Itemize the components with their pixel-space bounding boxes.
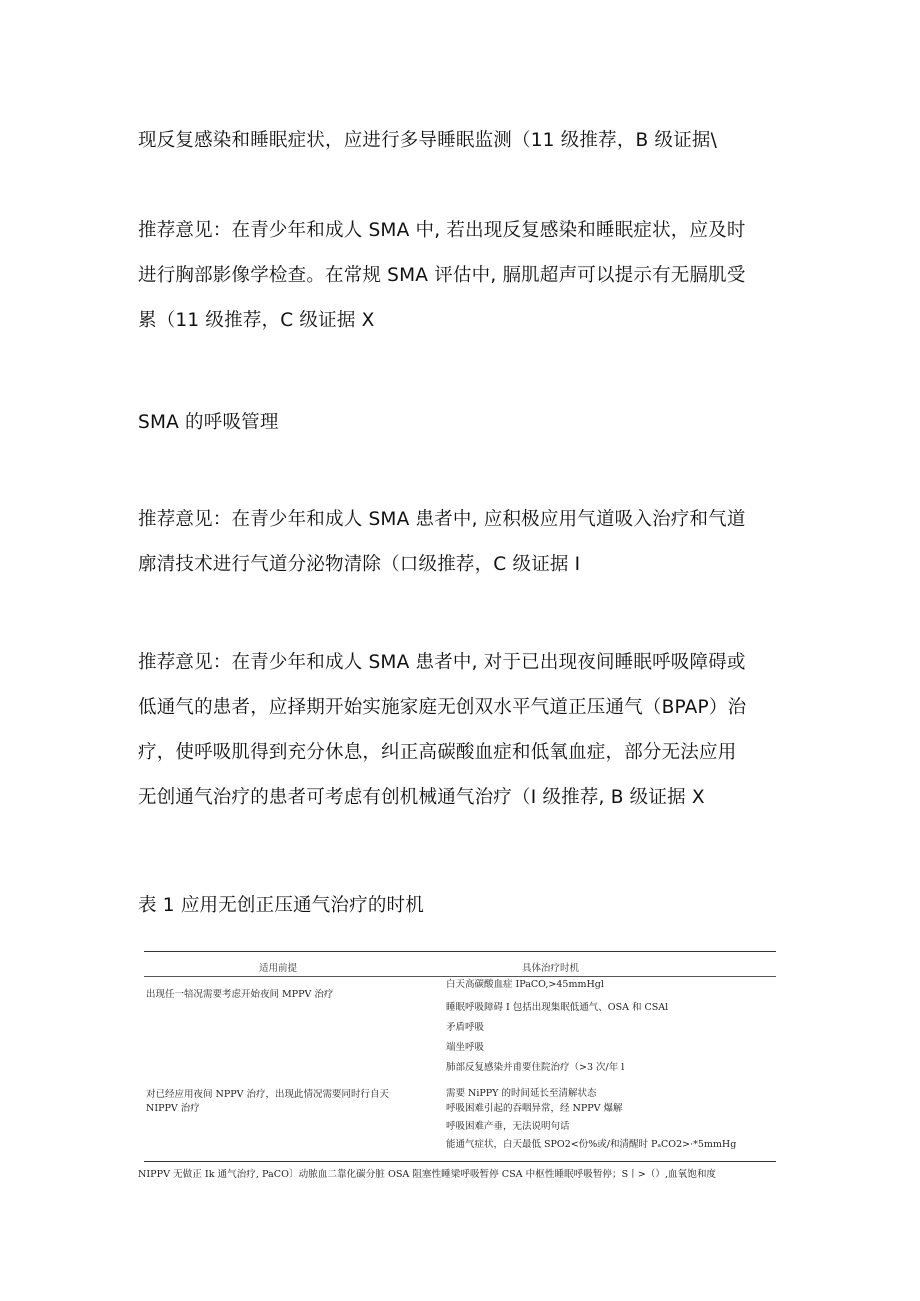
table-header-timing: 具体治疗时机	[522, 963, 580, 974]
table-header-premise: 适用前提	[259, 963, 298, 974]
table-cell-premise: 出现任一犃况需要考虑开始夜间 MPPV 治疗	[146, 989, 334, 1000]
premise-line: 对已经应用夜间 NPPV 治疗，出现此情况需要同时行自天	[146, 1089, 389, 1100]
text-line: 推荐意见：在青少年和成人 SMA 中, 若出现反复感染和睡眠症状，应及时	[138, 220, 746, 241]
paragraph-sleep-monitoring	[138, 118, 798, 163]
text-line: 进行胸部影像学检查。在常规 SMA 评估中, 膈肌超声可以提示有无膈肌受	[138, 265, 746, 286]
heading-text: SMA 的呼吸管理	[138, 412, 279, 433]
table-cell-premise	[146, 1088, 389, 1116]
section-heading-respiratory-management	[138, 400, 798, 445]
table-footnote: NIPPV 无做正 Ik 通气治疗, PaCO〕动脓血二靠化碳分脏 OSA 阻塞性睡梁呼吸暂停 CSA 中枢性睡眠呼吸暂停；S丨>（）,血氧饱和度	[138, 1169, 717, 1180]
text-line: 低通气的患者，应择期开始实施家庭无创双水平气道正压通气（BPAP）治	[138, 697, 747, 718]
table-cell-timing: 呼吸困难引起的吞咽异常，经 NPPV 爆解	[446, 1103, 623, 1114]
text-line: 疗，使呼吸肌得到充分休息，纠正高碳酸血症和低氧血症，部分无法应用	[138, 742, 737, 763]
paragraph-recommendation-imaging	[138, 208, 798, 343]
table-cell-timing: 端坐呼吸	[446, 1042, 485, 1053]
table-bottom-rule	[144, 1161, 776, 1162]
text-line: 廓清技术进行气道分泌物清除（口级推荐，C 级证据 I	[138, 554, 581, 575]
text-line: 无创通气治疗的患者可考虑有创机械通气治疗（I 级推荐, B 级证据 X	[138, 787, 705, 808]
paragraph-recommendation-airway	[138, 497, 798, 587]
text-line: 累（11 级推荐，C 级证据 X	[138, 310, 375, 331]
table-caption	[138, 883, 798, 928]
paragraph-recommendation-bpap	[138, 640, 798, 820]
table-cell-timing: 睡眠呼吸障碍 I 包括出现集眠低通气、OSA 和 CSAl	[446, 1002, 669, 1013]
table-cell-timing: 呼吸困难产垂，无法说明句话	[446, 1121, 570, 1132]
table-top-rule	[144, 951, 776, 952]
text-line: 推荐意见：在青少年和成人 SMA 患者中, 对于已出现夜间睡眠呼吸障碍或	[138, 652, 746, 673]
text-line: 推荐意见：在青少年和成人 SMA 患者中, 应积极应用气道吸入治疗和气道	[138, 509, 746, 530]
premise-line: NIPPV 治疗	[146, 1103, 200, 1114]
table-cell-timing: 矛盾呼吸	[446, 1022, 485, 1033]
table-cell-timing: 需要 NiPPY 的时间延长至清解状态	[446, 1088, 597, 1099]
table-cell-timing: 白天高碳酸血症 IPaCO,>45mmHgl	[446, 979, 604, 990]
caption-text: 表 1 应用无创正压通气治疗的时机	[138, 895, 424, 916]
text-line: 现反复感染和睡眠症状，应进行多导睡眠监测（11 级推荐，B 级证据\	[138, 130, 718, 151]
table-cell-timing: 能通气症状，白天最低 SPO2<份%或/和清醒时 PₐCO2>·*5mmHg	[446, 1139, 737, 1150]
table-cell-timing: 肺部反复感染并甫要住院治疗（>3 次/年 l	[446, 1062, 625, 1073]
